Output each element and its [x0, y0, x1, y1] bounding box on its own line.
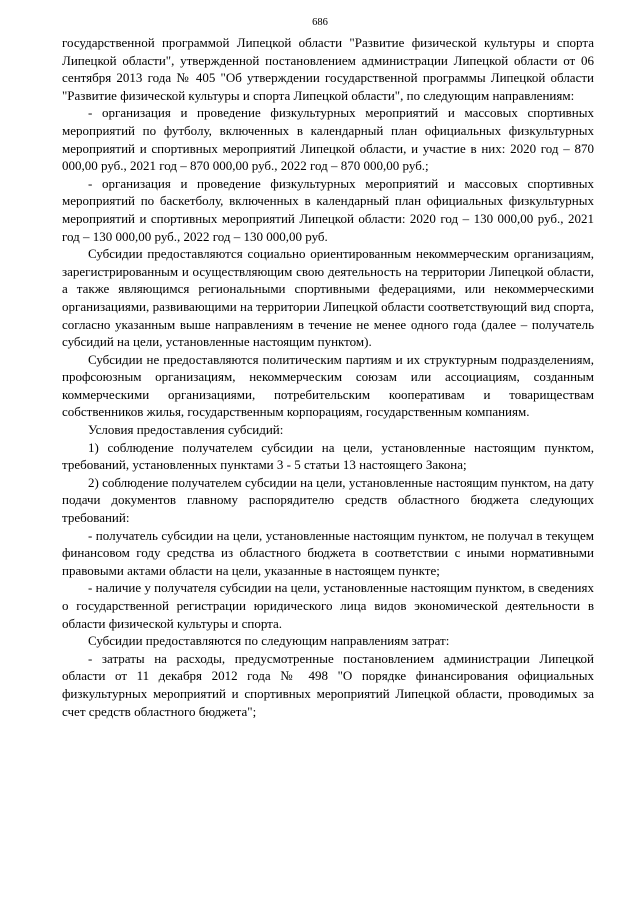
- paragraph: - получатель субсидии на цели, установленные настоящим пунктом, не получал в текущем финансовом году средства из областного бюджета в соответствии с иными нормативными правовыми актами области на цели, указанные в настоящем пункте;: [62, 527, 594, 578]
- paragraph: 2) соблюдение получателем субсидии на цели, установленные настоящим пунктом, на дату подачи документов главному распорядителю средств областного бюджета следующих требований:: [62, 474, 594, 526]
- page-number: 686: [312, 17, 328, 28]
- paragraph: 1) соблюдение получателем субсидии на цели, установленные настоящим пунктом, требований, установленных пунктами 3 - 5 статьи 13 настоящего Закона;: [62, 439, 594, 473]
- paragraph: - наличие у получателя субсидии на цели, установленные настоящим пунктом, в сведениях о государственной регистрации юридического лица видов экономической деятельности в области физической культуры и спорта.: [62, 580, 594, 631]
- paragraph: Условия предоставления субсидий:: [88, 422, 284, 438]
- document-body: [62, 34, 594, 720]
- paragraph: Субсидии предоставляются по следующим направлениям затрат:: [88, 633, 450, 649]
- paragraph: Субсидии предоставляются социально ориентированным некоммерческим организациям, зарегистрированным и осуществляющим свою деятельность на территории Липецкой области, а также являющимся региональными спортивными федерациями, или некоммерческими организациями, развивающими на территории Липецкой области соответствующий вид спорта, согласно указанным выше направлениям в течение не менее одного года (далее – получатель субсидий на цели, установленные настоящим пунктом).: [62, 246, 594, 350]
- paragraph: государственной программой Липецкой области "Развитие физической культуры и спорта Липецкой области", утвержденной постановлением администрации Липецкой области от 06 сентября 2013 года № 405 "Об утверждении государственной программы Липецкой области "Развитие физической культуры и спорта Липецкой области", по следующим направлениям:: [62, 35, 594, 103]
- paragraph: - затраты на расходы, предусмотренные постановлением администрации Липецкой области от 11 декабря 2012 года № 498 "О порядке финансирования официальных физкультурных мероприятий и спортивных мероприятий Липецкой области, проводимых за счет средств областного бюджета";: [62, 650, 594, 719]
- paragraph: Субсидии не предоставляются политическим партиям и их структурным подразделениям, профсоюзным организациям, некоммерческим союзам или ассоциациям, созданным коммерческими организациями, потребительским кооперативам и товариществам собственников жилья, государственным корпорациям, государственным компаниям.: [62, 351, 594, 420]
- paragraph: - организация и проведение физкультурных мероприятий и массовых спортивных мероприятий по футболу, включенных в календарный план официальных физкультурных мероприятий и спортивных мероприятий Липецкой области, и участие в них: 2020 год – 870 000,00 руб., 2021 год – 870 000,00 руб., 2022 год – 870 000,00 руб.;: [62, 105, 594, 174]
- paragraph: - организация и проведение физкультурных мероприятий и массовых спортивных мероприятий по баскетболу, включенных в календарный план официальных физкультурных мероприятий и спортивных мероприятий Липецкой области: 2020 год – 130 000,00 руб., 2021 год – 130 000,00 руб., 2022 год – 130 000,00 руб.: [62, 175, 594, 244]
